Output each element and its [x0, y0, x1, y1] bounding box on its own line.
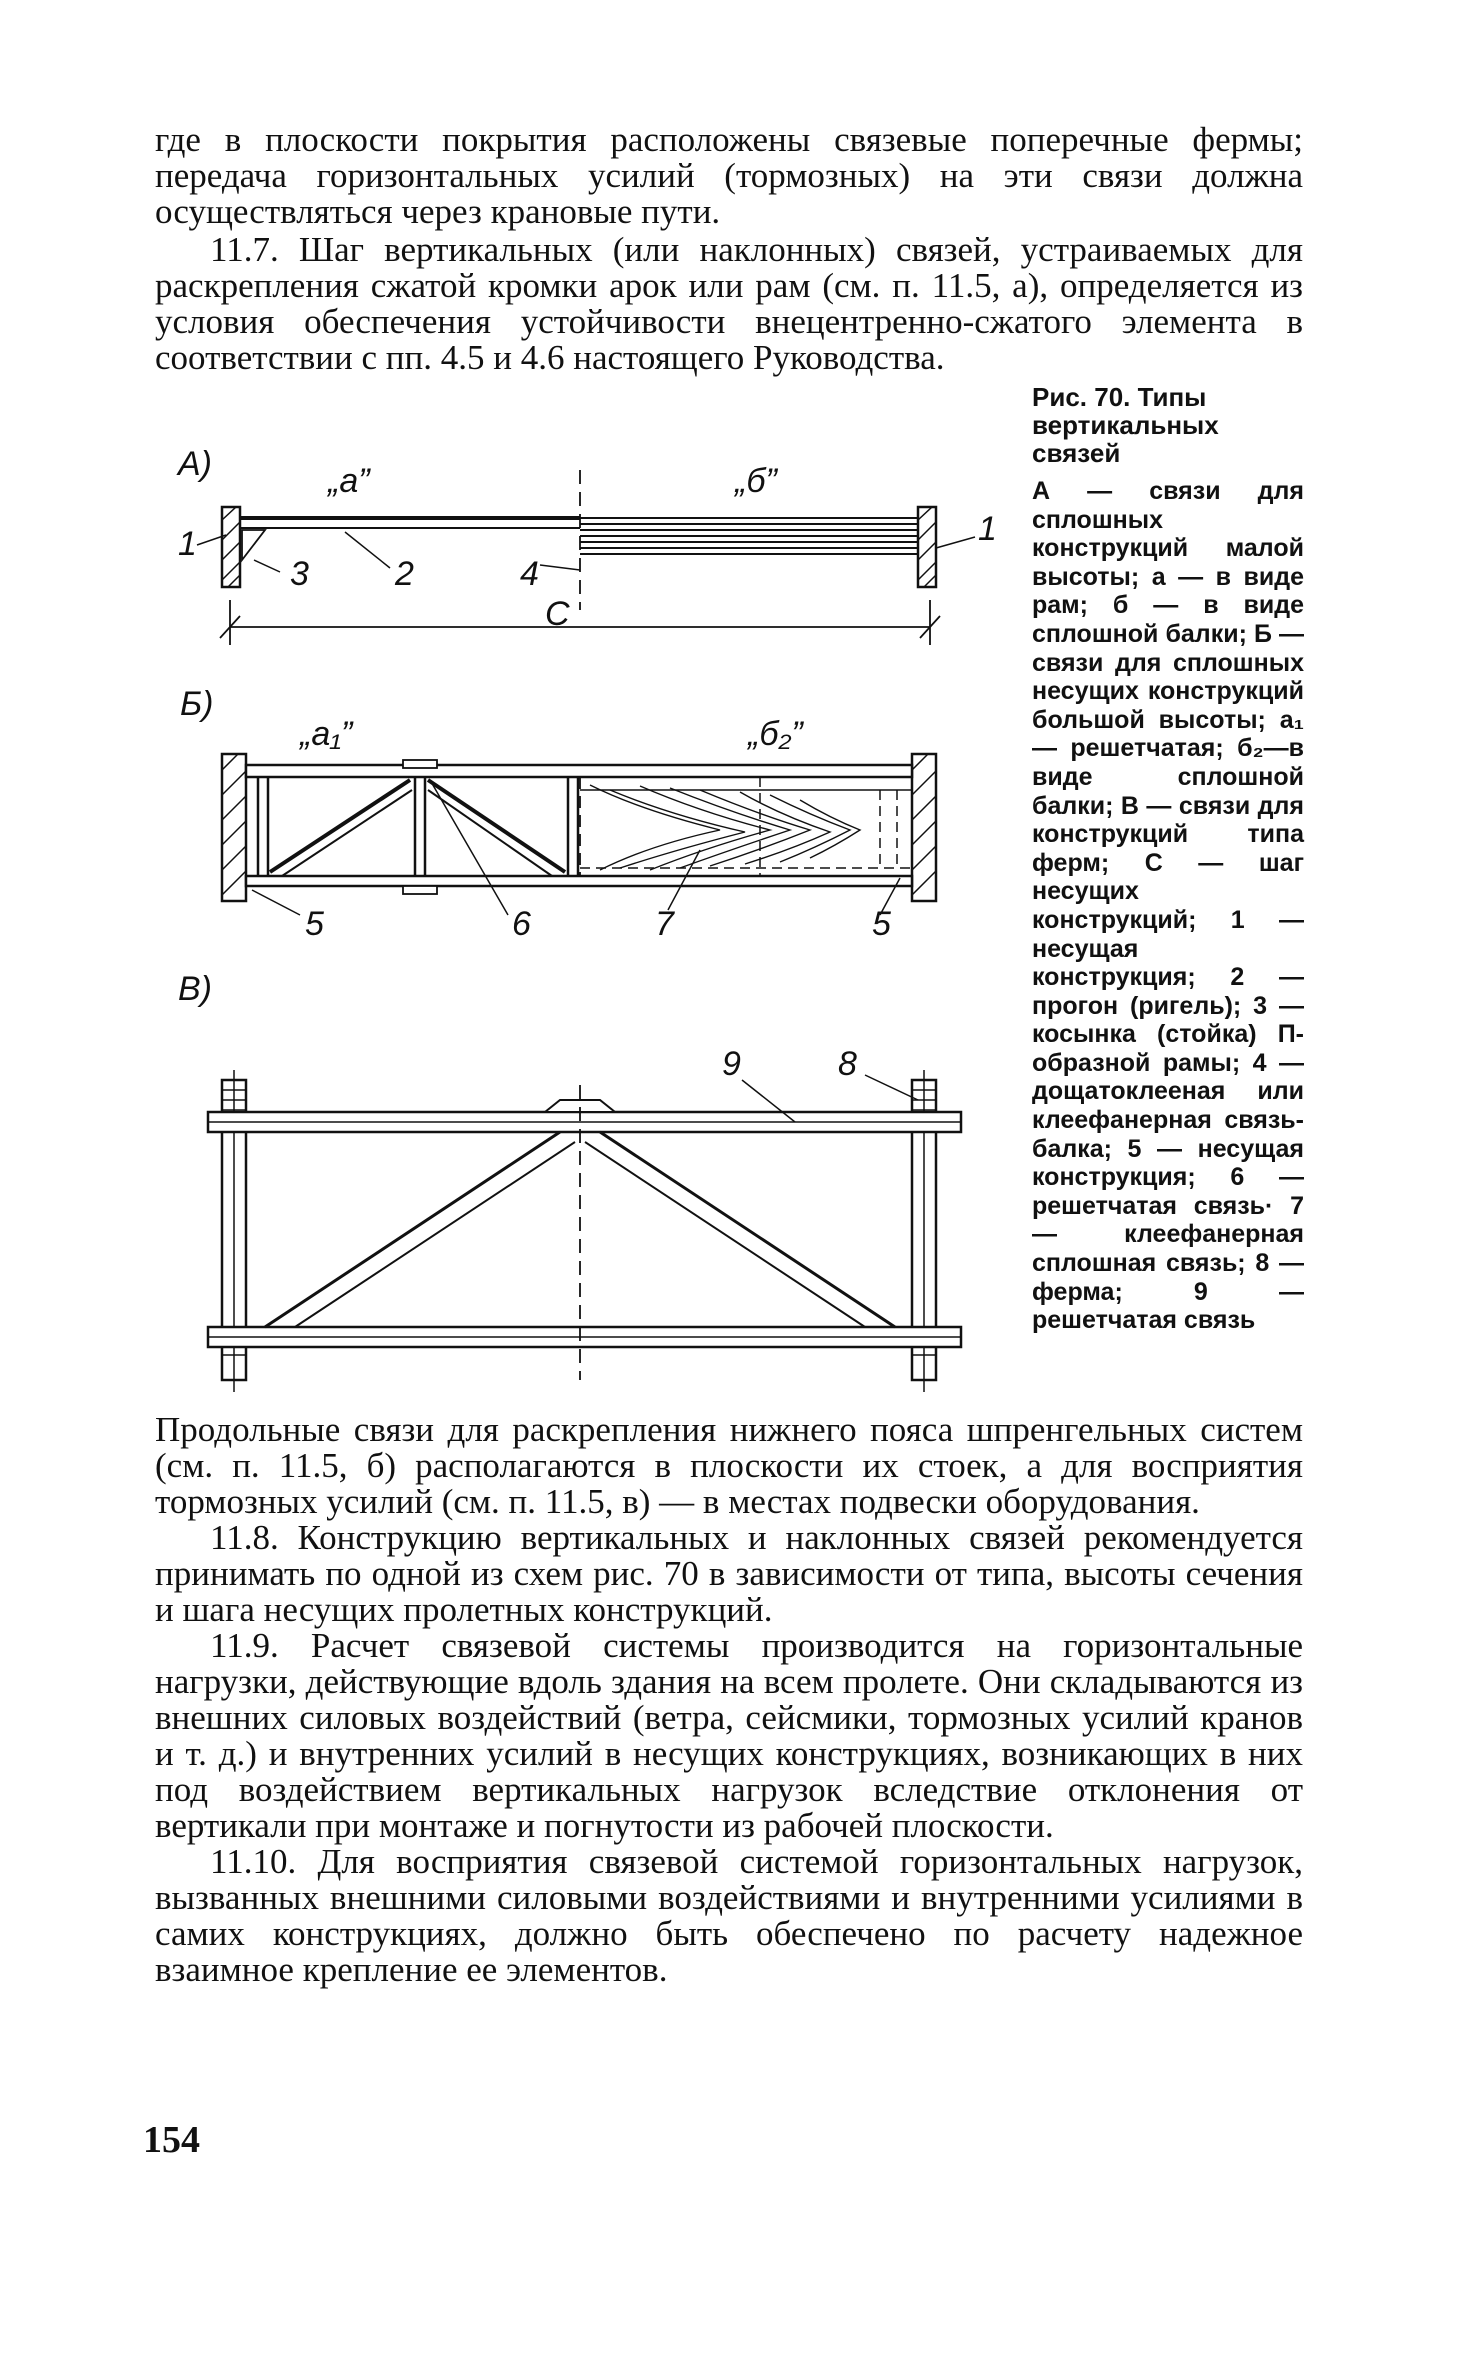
label-n3: 3	[290, 555, 309, 593]
page-number: 154	[143, 2119, 200, 2161]
label-section-b: Б)	[180, 685, 214, 723]
label-n1-right: 1	[978, 510, 997, 548]
label-n5-right: 5	[872, 905, 891, 943]
label-variant-b: „б”	[735, 462, 777, 500]
label-section-v: В)	[178, 970, 212, 1008]
label-n2: 2	[395, 555, 414, 593]
label-n7: 7	[655, 905, 674, 943]
label-variant-a: „а”	[328, 462, 370, 500]
label-section-a: А)	[178, 445, 212, 483]
label-spacing-c: С	[545, 595, 570, 633]
section-b-drawing	[222, 754, 936, 915]
label-n6: 6	[512, 905, 531, 943]
label-variant-b2: „б₂”	[748, 715, 803, 753]
paragraph-continuation: где в плоскости покрытия расположены связевые поперечные фермы; передача горизонтальных усилий (тормозных) на эти связи должна осуществляться через крановые пути.	[155, 120, 1303, 231]
paragraph-longitudinal-ties: Продольные связи для раскрепления нижнего пояса шпренгельных систем (см. п. 11.5, б) располагаются в плоскости их стоек, а для восприятия тормозных усилий (см. п. 11.5, в) — в местах подвески оборудования.	[155, 1410, 1303, 1521]
section-v-drawing	[208, 1070, 961, 1392]
caption-title: Рис. 70. Типы вертикальных связей	[1032, 382, 1219, 468]
paragraph-11-7: 11.7. Шаг вертикальных (или наклонных) связей, устраиваемых для раскрепления сжатой кромки арок или рам (см. п. 11.5, а), определяется из условия обеспечения устойчивости внецентренно-сжатого элемента в соответствии с пп. 4.5 и 4.6 настоящего Руководства.	[155, 230, 1303, 377]
label-variant-a1: „а₁”	[300, 715, 353, 753]
paragraph-11-10: 11.10. Для восприятия связевой системой горизонтальных нагрузок, вызванных внешними силовыми воздействиями и внутренними усилиями в самих конструкциях, должно быть обеспечено по расчету надежное взаимное крепление ее элементов.	[155, 1842, 1303, 1989]
paragraph-11-8: 11.8. Конструкцию вертикальных и наклонных связей рекомендуется принимать по одной из схем рис. 70 в зависимости от типа, высоты сечения и шага несущих пролетных конструкций.	[155, 1518, 1303, 1629]
label-n1-left: 1	[178, 525, 197, 563]
label-n4: 4	[520, 555, 539, 593]
label-n5-left: 5	[305, 905, 324, 943]
label-n9: 9	[722, 1045, 741, 1083]
paragraph-11-9: 11.9. Расчет связевой системы производится на горизонтальные нагрузки, действующие вдоль здания на всем пролете. Они складываются из внешних силовых воздействий (ветра, сейсмики, тормозных усилий кранов и т. д.) и внутренних усилий в несущих конструкциях, возникающих в них под воздействием вертикальных нагрузок вследствие отклонения от вертикали при монтаже и погнутости из рабочей плоскости.	[155, 1626, 1303, 1845]
body-text-bottom	[155, 1412, 1303, 1988]
figure-caption	[1032, 383, 1304, 1335]
caption-body: А — связи для сплошных конструкций малой высоты; а — в виде рам; б — в виде сплошной балки; Б — связи для сплошных несущих конструкций большой высоты; а₁ — решетчатая; б₂—в виде сплошной балки; В — связи для конструкций типа ферм; С — шаг несущих конструкций; 1 — несущая конструкция; 2 — прогон (ригель); 3 — косынка (стойка) П-образной рамы; 4 — дощатоклееная или клеефанерная связь-балка; 5 — несущая конструкция; 6 — решетчатая связь· 7 — клеефанерная сплошная связь; 8 — ферма; 9 — решетчатая связь	[1032, 477, 1304, 1335]
label-n8: 8	[838, 1045, 857, 1083]
section-a-drawing	[197, 470, 975, 645]
